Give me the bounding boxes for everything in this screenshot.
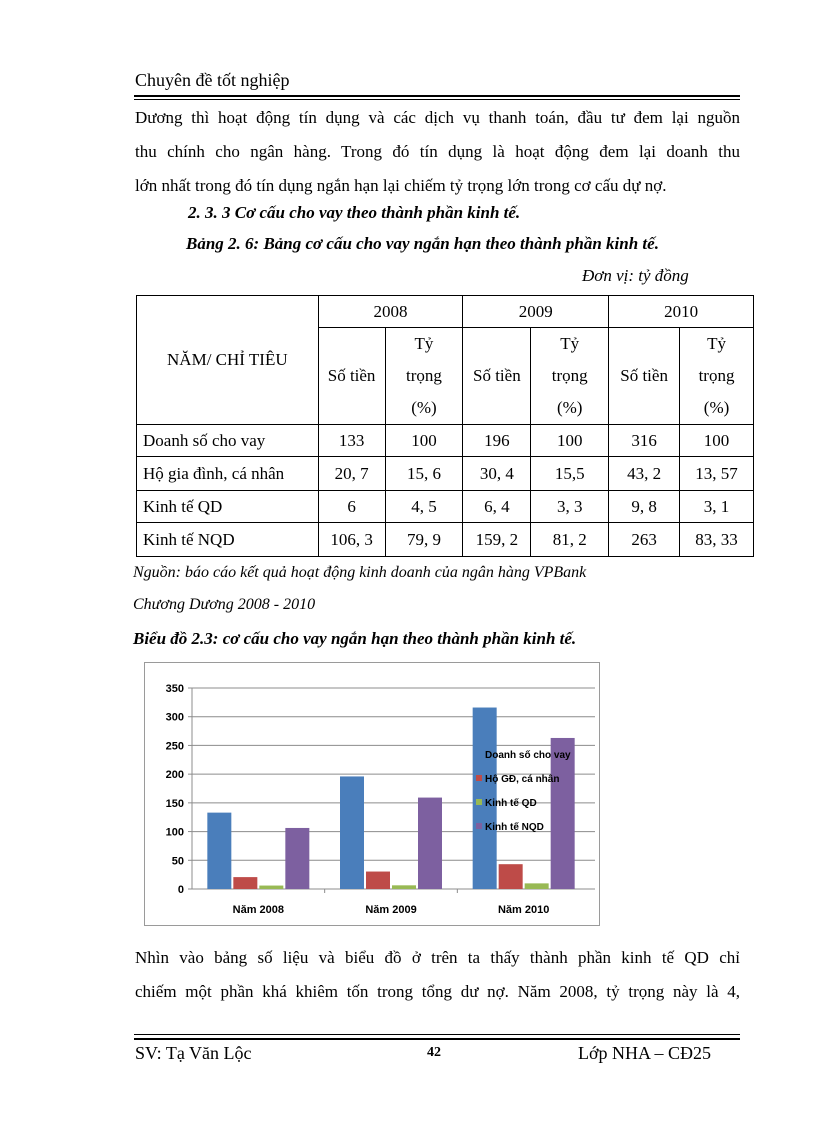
table-cell: 79, 9 <box>385 523 463 557</box>
table-subheader-amount: Số tiền <box>463 328 531 425</box>
bar <box>285 828 309 889</box>
table-cell: 100 <box>385 425 463 457</box>
table-corner-label: NĂM/ CHỈ TIÊU <box>137 296 319 425</box>
table-row <box>137 523 754 557</box>
legend-swatch <box>476 775 482 781</box>
table-year-header: 2010 <box>609 296 754 328</box>
x-tick-label: Năm 2009 <box>365 904 417 916</box>
table-subheader-ratio: Tỷ trọng (%) <box>680 328 754 425</box>
legend-label: Hộ GĐ, cá nhân <box>485 774 560 785</box>
table-cell: 3, 3 <box>531 491 609 523</box>
bar <box>233 877 257 889</box>
y-tick-label: 50 <box>171 855 184 868</box>
paragraph-line: thu chính cho ngân hàng. Trong đó tín dụng là hoạt động đem lại doanh thu <box>135 142 740 161</box>
table-source-line: Chương Dương 2008 - 2010 <box>133 596 316 613</box>
header-rule <box>134 95 740 97</box>
x-tick-label: Năm 2010 <box>497 904 550 916</box>
table-row <box>137 457 754 491</box>
table-subheader-ratio: Tỷ trọng (%) <box>531 328 609 425</box>
bar-chart-svg <box>145 663 601 927</box>
table-cell: 15, 6 <box>385 457 463 491</box>
intro-paragraph <box>135 101 740 203</box>
legend-label: Kinh tế QD <box>485 798 537 809</box>
table-cell: 133 <box>318 425 385 457</box>
table-cell: 13, 57 <box>680 457 754 491</box>
footer-student: SV: Tạ Văn Lộc <box>135 1043 252 1063</box>
y-tick-label: 0 <box>177 884 184 896</box>
section-heading: 2. 3. 3 Cơ cấu cho vay theo thành phần kinh tế. <box>188 203 521 222</box>
chart-title: Biểu đồ 2.3: cơ cấu cho vay ngắn hạn theo thành phần kinh tế. <box>133 629 577 648</box>
analysis-paragraph <box>135 941 740 1009</box>
legend-label: Doanh số cho vay <box>485 750 571 761</box>
paragraph-line: chiếm một phần khá khiêm tốn trong tổng dư nợ. Năm 2008, tỷ trọng này là 4, <box>135 982 740 1001</box>
table-subheader-ratio: Tỷ trọng (%) <box>385 328 463 425</box>
table-title: Bảng 2. 6: Bảng cơ cấu cho vay ngắn hạn theo thành phần kinh tế. <box>186 234 659 253</box>
bar <box>340 776 364 889</box>
bar <box>207 813 231 889</box>
table-cell: 100 <box>680 425 754 457</box>
table-cell: 6, 4 <box>463 491 531 523</box>
table-cell: 9, 8 <box>609 491 680 523</box>
paragraph-line: Nhìn vào bảng số liệu và biểu đồ ở trên ta thấy thành phần kinh tế QD chỉ <box>135 948 740 967</box>
header-rule-thin <box>134 99 740 100</box>
table-year-header: 2009 <box>463 296 609 328</box>
footer-rule-thin <box>134 1034 740 1035</box>
table-cell: 159, 2 <box>463 523 531 557</box>
table-cell: 100 <box>531 425 609 457</box>
y-tick-label: 100 <box>165 826 184 839</box>
footer-class: Lớp NHA – CĐ25 <box>578 1043 712 1063</box>
y-tick-label: 200 <box>165 769 184 782</box>
table-year-header: 2008 <box>318 296 463 328</box>
footer-rule <box>134 1038 740 1040</box>
table-row <box>137 491 754 523</box>
bar <box>418 798 442 889</box>
table-cell: 30, 4 <box>463 457 531 491</box>
table-cell: 4, 5 <box>385 491 463 523</box>
footer-page-number: 42 <box>427 1045 441 1060</box>
row-label: Hộ gia đình, cá nhân <box>137 457 319 491</box>
paragraph-line: lớn nhất trong đó tín dụng ngắn hạn lại chiếm tỷ trọng lớn trong cơ cấu dự nợ. <box>135 176 667 195</box>
y-tick-label: 250 <box>165 740 184 753</box>
table-subheader-amount: Số tiền <box>318 328 385 425</box>
x-tick-label: Năm 2008 <box>232 904 285 916</box>
bar <box>259 886 283 889</box>
y-tick-label: 350 <box>165 683 184 695</box>
loan-structure-table <box>136 295 754 557</box>
table-cell: 6 <box>318 491 385 523</box>
bar <box>392 885 416 889</box>
page-header-title: Chuyên đề tốt nghiệp <box>135 70 290 90</box>
y-tick-label: 150 <box>165 797 184 810</box>
legend-swatch <box>476 751 482 757</box>
table-cell: 20, 7 <box>318 457 385 491</box>
table-cell: 316 <box>609 425 680 457</box>
paragraph-line: Dương thì hoạt động tín dụng và các dịch vụ thanh toán, đầu tư đem lại nguồn <box>135 108 740 127</box>
table-cell: 15,5 <box>531 457 609 491</box>
table-cell: 3, 1 <box>680 491 754 523</box>
legend-swatch <box>476 823 482 829</box>
row-label: Doanh số cho vay <box>137 425 319 457</box>
row-label: Kinh tế QD <box>137 491 319 523</box>
table-source-line: Nguồn: báo cáo kết quả hoạt động kinh doanh của ngân hàng VPBank <box>133 564 587 581</box>
table-cell: 83, 33 <box>680 523 754 557</box>
legend-label: Kinh tế NQD <box>485 822 544 833</box>
table-subheader-amount: Số tiền <box>609 328 680 425</box>
table-cell: 196 <box>463 425 531 457</box>
y-tick-label: 300 <box>165 711 184 724</box>
bar <box>499 864 523 889</box>
row-label: Kinh tế NQD <box>137 523 319 557</box>
bar-chart <box>144 662 600 926</box>
table-cell: 81, 2 <box>531 523 609 557</box>
table-unit: Đơn vị: tỷ đồng <box>582 266 689 285</box>
legend-swatch <box>476 799 482 805</box>
table-cell: 263 <box>609 523 680 557</box>
table-cell: 43, 2 <box>609 457 680 491</box>
bar <box>525 883 549 889</box>
table-row <box>137 425 754 457</box>
table-cell: 106, 3 <box>318 523 385 557</box>
bar <box>366 872 390 889</box>
